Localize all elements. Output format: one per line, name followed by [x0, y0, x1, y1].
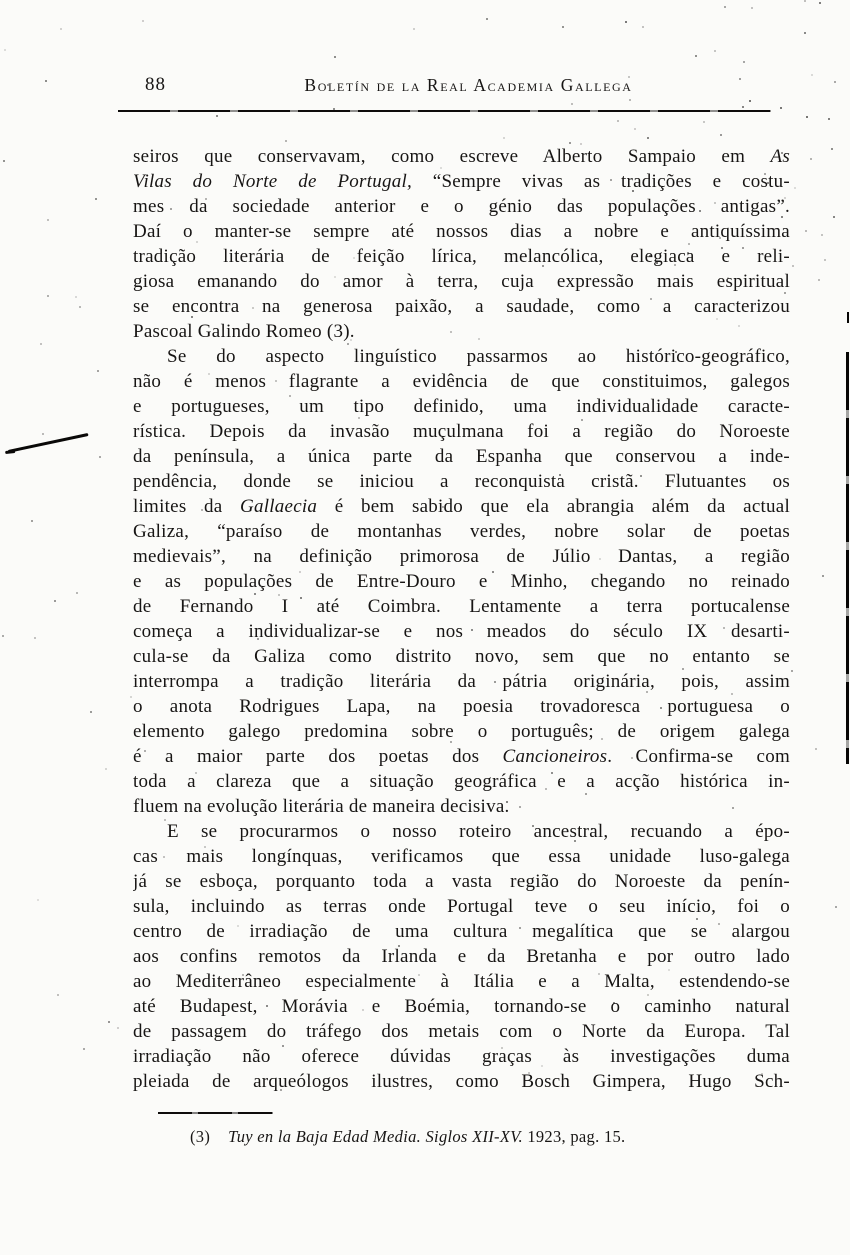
- text-line: o anota Rodrigues Lapa, na poesia trovadoresca portuguesa o: [133, 696, 790, 717]
- text-line: é a maior parte dos poetas dos Cancioneiros. Confirma-se com: [133, 746, 790, 767]
- scan-noise: [0, 0, 2, 2]
- text-line: de passagem do tráfego dos metais com o Norte da Europa. Tal: [133, 1021, 790, 1042]
- running-title: Boletín de la Real Academia Gallega: [304, 75, 633, 95]
- text-line: elemento galego predomina sobre o português; de origem galega: [133, 721, 790, 742]
- text-line: Vilas do Norte de Portugal, “Sempre vivas as tradições e costu-: [133, 171, 790, 192]
- text-line: e portugueses, um tipo definido, uma individualidade caracte-: [133, 396, 790, 417]
- text-line: Pascoal Galindo Romeo (3).: [133, 321, 355, 342]
- text-line: sula, incluindo as terras onde Portugal teve o seu início, foi o: [133, 896, 790, 917]
- page-edge-line: [846, 352, 849, 764]
- text-line: pendência, donde se iniciou a reconquista cristã. Flutuantes os: [133, 471, 790, 492]
- text-line: medievais”, na definição primorosa de Júlio Dantas, a região: [133, 546, 790, 567]
- text-line: limites da Gallaecia é bem sabido que ela abrangia além da actual: [133, 496, 790, 517]
- page-number: 88: [145, 74, 166, 95]
- text-line: centro de irradiação de uma cultura megalítica que se alargou: [133, 921, 790, 942]
- text-line: fluem na evolução literária de maneira decisiva.: [133, 796, 510, 817]
- text-line: seiros que conservavam, como escreve Alberto Sampaio em As: [133, 146, 790, 167]
- text-line: pleiada de arqueólogos ilustres, como Bosch Gimpera, Hugo Sch-: [133, 1071, 790, 1092]
- text-line: mes da sociedade anterior e o génio das populações antigas”.: [133, 196, 790, 217]
- paragraph: [133, 344, 790, 819]
- footnote: [133, 1126, 790, 1148]
- text-line: de Fernando I até Coimbra. Lentamente a terra portucalense: [133, 596, 790, 617]
- text-line: não é menos flagrante a evidência de que constituimos, galegos: [133, 371, 790, 392]
- paragraph: [133, 144, 790, 344]
- text-line: cula-se da Galiza como distrito novo, sem que no entanto se: [133, 646, 790, 667]
- header-rule: [118, 110, 771, 112]
- text-line: rística. Depois da invasão muçulmana foi a região do Noroeste: [133, 421, 790, 442]
- text-line: ao Mediterrâneo especialmente à Itália e a Malta, estendendo-se: [133, 971, 790, 992]
- footnote-text: Tuy en la Baja Edad Media. Siglos XII-XV. 1923, pag. 15.: [228, 1127, 626, 1146]
- text-line: interrompa a tradição literária da pátria originária, pois, assim: [133, 671, 790, 692]
- paragraph: [133, 819, 790, 1094]
- text-line: tradição literária de feição lírica, melancólica, elegiaca e reli-: [133, 246, 790, 267]
- text-line: irradiação não oferece dúvidas graças às investigações duma: [133, 1046, 790, 1067]
- text-line: até Budapest, Morávia e Boémia, tornando-se o caminho natural: [133, 996, 790, 1017]
- page-header: [133, 74, 790, 100]
- text-line: e as populações de Entre-Douro e Minho, chegando no reinado: [133, 571, 790, 592]
- footnote-marker: (3): [190, 1127, 211, 1146]
- text-line: Daí o manter-se sempre até nossos dias a nobre e antiquíssima: [133, 221, 790, 242]
- text-line: Se do aspecto linguístico passarmos ao histórico-geográfico,: [167, 346, 790, 367]
- footnote-separator: [158, 1112, 273, 1114]
- body-text: [133, 144, 790, 1094]
- page-edge-tick: [847, 312, 849, 323]
- text-line: cas mais longínquas, verificamos que essa unidade luso-galega: [133, 846, 790, 867]
- text-line: começa a individualizar-se e nos meados do século IX desarti-: [133, 621, 790, 642]
- pen-mark: [8, 433, 89, 453]
- text-line: aos confins remotos da Irlanda e da Bretanha e por outro lado: [133, 946, 790, 967]
- text-line: já se esboça, porquanto toda a vasta região do Noroeste da penín-: [133, 871, 790, 892]
- text-line: E se procurarmos o nosso roteiro ancestral, recuando a épo-: [167, 821, 790, 842]
- text-line: se encontra na generosa paixão, a saudade, como a caracterizou: [133, 296, 790, 317]
- text-line: giosa emanando do amor à terra, cuja expressão mais espiritual: [133, 271, 790, 292]
- text-line: Galiza, “paraíso de montanhas verdes, nobre solar de poetas: [133, 521, 790, 542]
- text-line: toda a clareza que a situação geográfica e a acção histórica in-: [133, 771, 790, 792]
- text-line: da península, a única parte da Espanha que conservou a inde-: [133, 446, 790, 467]
